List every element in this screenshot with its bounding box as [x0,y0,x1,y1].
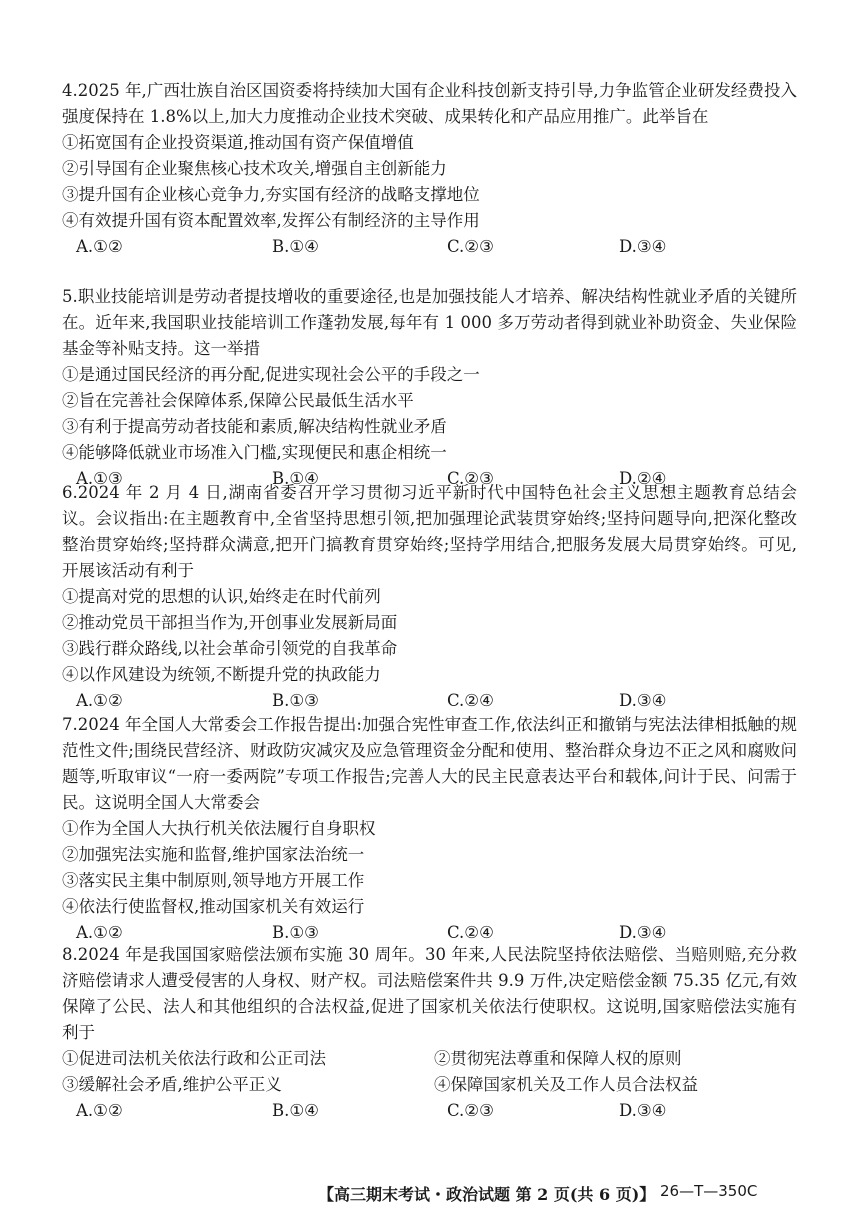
choice-b: B.①④ [272,469,319,488]
question-stem: 7.2024 年全国人大常委会工作报告提出:加强合宪性审查工作,依法纠正和撤销与宪法法律相抵触的规范性文件;围绕民营经济、财政防灾减灾及应急管理资金分配和使用、整治群众身边不正之风和腐败问题等,听取审议“一府一委两院”专项工作报告;完善人大的民主民意表达平台和载体,问计于民、问需于民。这说明全国人大常委会 [62,715,797,812]
question-7 [62,712,797,946]
option-statement: ②贯彻宪法尊重和保障人权的原则 [434,1049,682,1068]
choice-b: B.①③ [272,923,319,942]
choice-a: A.①② [76,237,123,256]
choice-d: D.③④ [619,691,667,710]
option-row [62,1046,797,1072]
footer-title: 【高三期末考试・政治试题 第 2 页(共 6 页)】 [318,1185,656,1204]
question-stem: 5.职业技能培训是劳动者提技增收的重要途径,也是加强技能人才培养、解决结构性就业矛盾的关键所在。近年来,我国职业技能培训工作蓬勃发展,每年有 1 000 多万劳动者得到就业补助资金、失业保险基金等补贴支持。这一举措 [62,287,797,358]
choice-c: C.②③ [447,1101,494,1120]
answer-choices [62,234,797,260]
option-statement: ③缓解社会矛盾,维护公平正义 [62,1075,282,1094]
option-statement: ④依法行使监督权,推动国家机关有效运行 [62,897,365,916]
choice-d: D.③④ [619,923,667,942]
choice-b: B.①④ [272,1101,319,1120]
question-stem: 6.2024 年 2 月 4 日,湖南省委召开学习贯彻习近平新时代中国特色社会主义思想主题教育总结会议。会议指出:在主题教育中,全省坚持思想引领,把加强理论武装贯穿始终;坚持问题导向,把深化整改整治贯穿始终;坚持群众满意,把开门搞教育贯穿始终;坚持学用结合,把服务发展大局贯穿始终。可见,开展该活动有利于 [62,483,797,580]
option-statement: ①提高对党的思想的认识,始终走在时代前列 [62,587,381,606]
choice-a: A.①③ [76,469,123,488]
question-stem: 4.2025 年,广西壮族自治区国资委将持续加大国有企业科技创新支持引导,力争监管企业研发经费投入强度保持在 1.8%以上,加大力度推动企业技术突破、成果转化和产品应用推广。此举旨在 [62,81,797,126]
choice-d: D.②④ [619,469,667,488]
answer-choices [62,1098,797,1124]
option-statement: ③提升国有企业核心竞争力,夯实国有经济的战略支撑地位 [62,185,480,204]
choice-c: C.②④ [447,691,494,710]
question-4 [62,78,797,260]
option-statement: ①促进司法机关依法行政和公正司法 [62,1049,326,1068]
option-statement: ④保障国家机关及工作人员合法权益 [434,1075,698,1094]
option-statement: ④能够降低就业市场准入门槛,实现便民和惠企相统一 [62,443,447,462]
question-8 [62,942,797,1124]
option-statement: ①是通过国民经济的再分配,促进实现社会公平的手段之一 [62,365,480,384]
footer-code: 26—T—350C [660,1182,758,1200]
choice-c: C.②③ [447,469,494,488]
answer-choices [62,688,797,714]
option-statement: ①作为全国人大执行机关依法履行自身职权 [62,819,376,838]
choice-a: A.①② [76,923,123,942]
option-statement: ②推动党员干部担当作为,开创事业发展新局面 [62,613,398,632]
question-6 [62,480,797,714]
choice-b: B.①③ [272,691,319,710]
choice-d: D.③④ [619,1101,667,1120]
choice-d: D.③④ [619,237,667,256]
choice-c: C.②④ [447,923,494,942]
option-statement: ②引导国有企业聚焦核心技术攻关,增强自主创新能力 [62,159,447,178]
option-statement: ②加强宪法实施和监督,维护国家法治统一 [62,845,365,864]
option-statement: ③践行群众路线,以社会革命引领党的自我革命 [62,639,398,658]
option-statement: ②旨在完善社会保障体系,保障公民最低生活水平 [62,391,414,410]
question-stem: 8.2024 年是我国国家赔偿法颁布实施 30 周年。30 年来,人民法院坚持依法赔偿、当赔则赔,充分救济赔偿请求人遭受侵害的人身权、财产权。司法赔偿案件共 9.9 万件,决定赔偿金额 75.35 亿元,有效保障了公民、法人和其他组织的合法权益,促进了国家机关依法行使职权。这说明,国家赔偿法实施有利于 [62,945,797,1042]
option-statement: ③有利于提高劳动者技能和素质,解决结构性就业矛盾 [62,417,447,436]
option-statement: ①拓宽国有企业投资渠道,推动国有资产保值增值 [62,133,414,152]
option-statement: ④有效提升国有资本配置效率,发挥公有制经济的主导作用 [62,211,480,230]
choice-c: C.②③ [447,237,494,256]
choice-b: B.①④ [272,237,319,256]
option-statement: ③落实民主集中制原则,领导地方开展工作 [62,871,365,890]
choice-a: A.①② [76,691,123,710]
option-statement: ④以作风建设为统领,不断提升党的执政能力 [62,665,381,684]
choice-a: A.①② [76,1101,123,1120]
question-5 [62,284,797,492]
option-row [62,1072,797,1098]
